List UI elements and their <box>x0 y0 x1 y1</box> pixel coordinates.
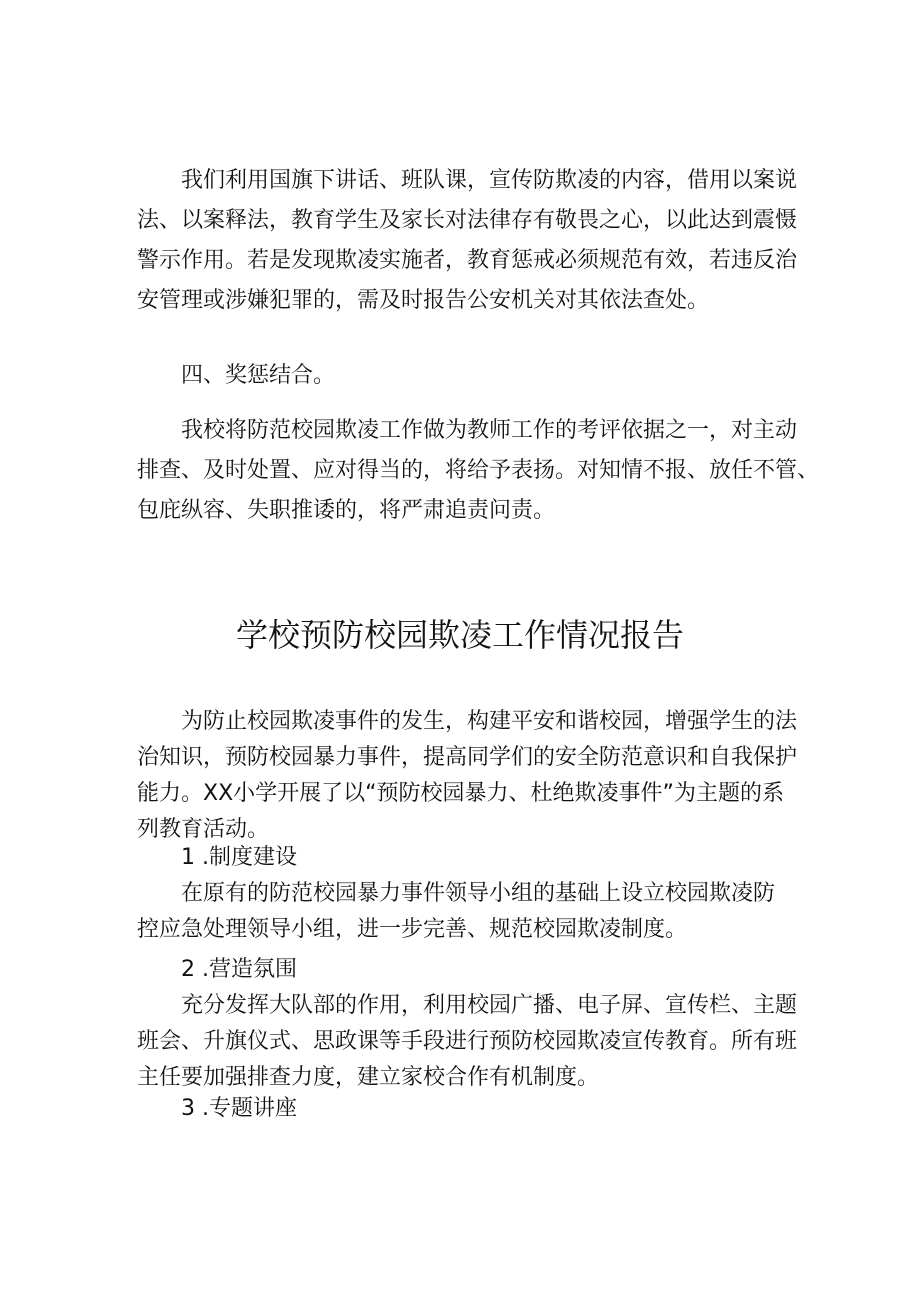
text-line: 充分发挥大队部的作用，利用校园广播、电子屏、宣传栏、主题 <box>181 993 798 1018</box>
text-line: 安管理或涉嫌犯罪的，需及时报告公安机关对其依法查处。 <box>137 288 710 313</box>
paragraph-intro <box>137 704 797 848</box>
item-system-building <box>137 840 797 948</box>
text-line: 控应急处理领导小组，进一步完善、规范校园欺凌制度。 <box>137 917 688 942</box>
section-heading: 四、奖惩结合。 <box>181 363 336 388</box>
paragraph-evaluation <box>137 411 820 531</box>
text-line: 警示作用。若是发现欺凌实施者，教育惩戒必须规范有效，若违反治 <box>137 248 798 273</box>
text-line: 为防止校园欺凌事件的发生，构建平安和谐校园，增强学生的法 <box>181 709 798 734</box>
item-heading: 2 .营造氛围 <box>181 957 297 982</box>
text-line: 主任要加强排查力度，建立家校合作有机制度。 <box>137 1065 600 1090</box>
text-line: 列教育活动。 <box>137 817 270 842</box>
item-heading: 1 .制度建设 <box>181 845 297 870</box>
paragraph-propaganda <box>137 161 797 321</box>
item-special-lecture <box>137 1091 797 1127</box>
text-line: 我们利用国旗下讲话、班队课，宣传防欺凌的内容，借用以案说 <box>181 168 798 193</box>
item-atmosphere <box>137 952 797 1096</box>
text-line: 能力。XX小学开展了以“预防校园暴力、杜绝欺凌事件”为主题的系 <box>137 781 784 806</box>
text-line: 包庇纵容、失职推诿的，将严肃追责问责。 <box>137 498 556 523</box>
text-line: 在原有的防范校园暴力事件领导小组的基础上设立校园欺凌防 <box>181 881 776 906</box>
section-heading-reward-punishment <box>137 356 797 396</box>
report-title: 学校预防校园欺凌工作情况报告 <box>235 616 684 654</box>
text-line: 我校将防范校园欺凌工作做为教师工作的考评依据之一，对主动 <box>181 418 798 443</box>
text-line: 排查、及时处置、应对得当的，将给予表扬。对知情不报、放任不管、 <box>137 458 820 483</box>
text-line: 治知识，预防校园暴力事件，提高同学们的安全防范意识和自我保护 <box>137 745 798 770</box>
item-heading: 3 .专题讲座 <box>181 1096 297 1121</box>
text-line: 法、以案释法，教育学生及家长对法律存有敬畏之心，以此达到震慑 <box>137 208 798 233</box>
text-line: 班会、升旗仪式、思政课等手段进行预防校园欺凌宣传教育。所有班 <box>137 1029 798 1054</box>
